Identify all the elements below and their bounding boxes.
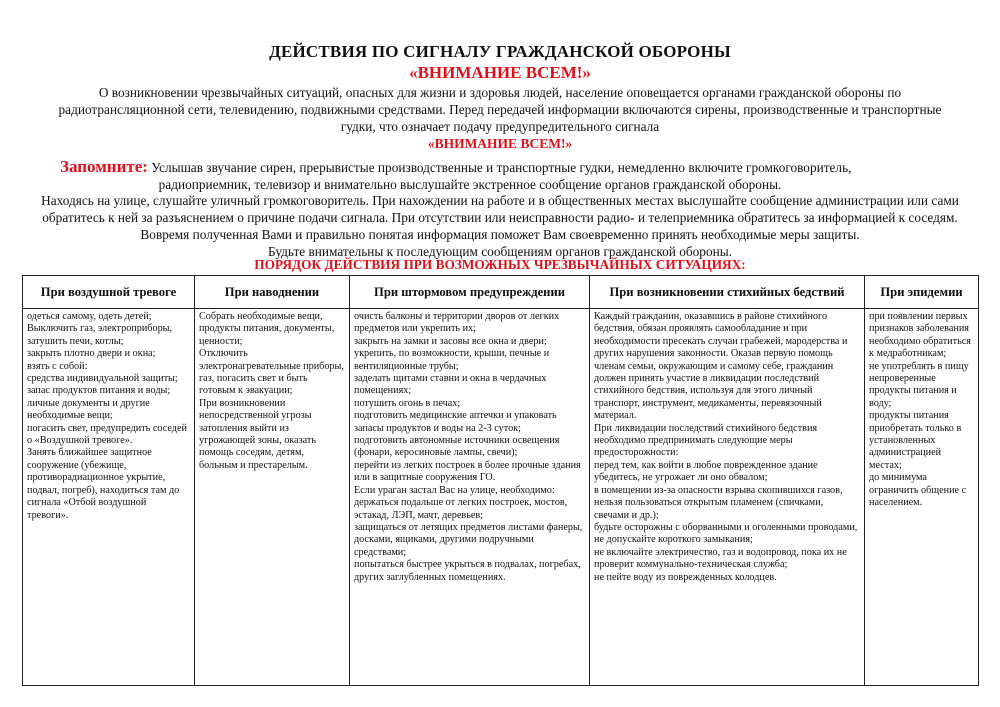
col-header-disaster: При возникновении стихийных бедствий	[590, 276, 865, 309]
cell-line: заделать щитами ставни и окна в чердачных помещениях;	[354, 373, 547, 397]
cell-line: одеться самому, одеть детей;	[27, 311, 152, 322]
cell-line: укрепить, по возможности, крыши, печные и вентиляционные трубы;	[354, 348, 550, 372]
cell-line: Выключить газ, электроприборы, затушить печи, котлы;	[27, 323, 173, 347]
cell-line: При ликвидации последствий стихийного бедствия необходимо предпринимать следующие меры предосторожности:	[594, 422, 818, 459]
cell-line: в помещении из-за опасности взрыва скопившихся газов, нельзя пользоваться открытым пламенем (спичками, свечами и др.);	[594, 484, 843, 521]
cell-line: очисть балконы и территории дворов от легких предметов или укрепить их;	[354, 311, 560, 335]
cell-flood	[195, 309, 350, 686]
cell-line: при появлении первых признаков заболевания необходимо обратиться к медработникам;	[869, 311, 971, 360]
remember-paragraph	[60, 158, 960, 193]
cell-line: не употреблять в пищу непроверенные продукты питания и воду;	[869, 360, 969, 409]
table-header-row	[23, 276, 979, 309]
cell-epidemic	[865, 309, 979, 686]
cell-line: закрыть на замки и засовы все окна и двери;	[354, 335, 547, 347]
cell-line: погасить свет, предупредить соседей о «Воздушной тревоге».	[27, 422, 187, 447]
intro-text: О возникновении чрезвычайных ситуаций, опасных для жизни и здоровья людей, население оповещается органами гражданской обороны по радиотрансляционной сети, телевидению, подвижными средствами. Перед передачей информации включаются сирены, производственные и транспортные гудки, что означает подачу предупредительного сигнала	[58, 85, 942, 134]
actions-table	[22, 275, 979, 686]
intro-paragraph	[55, 84, 945, 152]
cell-line: закрыть плотно двери и окна;	[27, 348, 156, 360]
street-text: Находясь на улице, слушайте уличный громкоговоритель. При нахождении на работе и в общественных местах выслушайте сообщение администрации или сами обратитесь к ней за разъяснением о причине подачи сигнала. При отсутствии или неисправности радио- и телеприемника обратитесь за информацией к соседям. Вовремя полученная Вами и правильно понятая информация поможет Вам своевременно принять необходимые меры защиты.	[41, 193, 959, 242]
street-paragraph	[30, 192, 970, 260]
cell-line: Собрать необходимые вещи, продукты питания, документы, ценности;	[199, 311, 335, 347]
col-header-air-raid: При воздушной тревоге	[23, 276, 195, 309]
cell-line: подготовить медицинские аптечки и упаковать запасы продуктов и воды на 2-3 суток;	[354, 410, 557, 434]
cell-line: перейти из легких построек в более прочные здания или в защитные сооружения ГО.	[354, 459, 581, 484]
page-subtitle: «ВНИМАНИЕ ВСЕМ!»	[409, 63, 591, 82]
cell-line: взять с собой:	[27, 360, 88, 372]
cell-line: перед тем, как войти в любое поврежденное здание убедитесь, не угрожает ли оно обвалом;	[594, 459, 818, 484]
cell-line: личные документы и другие необходимые вещи;	[27, 397, 150, 422]
cell-line: Каждый гражданин, оказавшись в районе стихийного бедствия, обязан проявлять самообладание и при необходимости пресекать случаи грабежей, мародерства и других нарушения законности. Оказав первую помощь членам семьи, окружающим и самому себе, гражданин должен принять участие в ликвидации последствий стихийного бедствия, используя для этого личный транспорт, инструмент, медикаменты, перевязочный материал.	[594, 311, 848, 422]
cell-line: не включайте электричество, газ и водопровод, пока их не проверит коммунально-техническая служба;	[594, 546, 847, 571]
cell-line: не пейте воду из поврежденных колодцев.	[594, 571, 777, 583]
remember-line2: радиоприемник, телевизор и внимательно выслушайте экстренное сообщение органов гражданской обороны.	[158, 177, 782, 192]
cell-line: При возникновении непосредственной угрозы затопления выйти из угрожающей зоны, оказать помощь соседям, детям, больным и престарелым.	[199, 397, 316, 471]
cell-line: потушить огонь в печах;	[354, 397, 461, 409]
table-row	[23, 309, 979, 686]
cell-line: подготовить автономные источники освещения (фонари, керосиновые лампы, свечи);	[354, 435, 560, 459]
cell-line: средства индивидуальной защиты;	[27, 373, 178, 385]
cell-air-raid	[23, 309, 195, 686]
remember-line1: Услышав звучание сирен, прерывистые производственные и транспортные гудки, немедленно включите громкоговоритель,	[151, 160, 852, 175]
cell-line: до минимума ограничить общение с населением.	[869, 472, 967, 509]
cell-disaster	[590, 309, 865, 686]
cell-line: запас продуктов питания и воды;	[27, 385, 171, 397]
col-header-flood: При наводнении	[195, 276, 350, 309]
cell-line: Если ураган застал Вас на улице, необходимо:	[354, 484, 555, 496]
cell-line: защищаться от летящих предметов листами фанеры, досками, ящиками, другими подручными средствами;	[354, 521, 583, 558]
cell-line: попытаться быстрее укрыться в подвалах, погребах, других заглубленных помещениях.	[354, 559, 581, 583]
remember-label: Запомните:	[60, 157, 148, 176]
cell-line: Отключить электронагревательные приборы, газ, погасить свет и быть готовым к эвакуации;	[199, 348, 344, 397]
cell-line: держаться подальше от легких построек, мостов, эстакад, ЛЭП, мачт, деревьев;	[354, 497, 568, 521]
page-title: ДЕЙСТВИЯ ПО СИГНАЛУ ГРАЖДАНСКОЙ ОБОРОНЫ	[269, 42, 731, 61]
street-last: Будьте внимательны к последующим сообщениям органов гражданской обороны.	[268, 244, 732, 259]
col-header-storm: При штормовом предупреждении	[350, 276, 590, 309]
col-header-epidemic: При эпидемии	[865, 276, 979, 309]
order-heading: ПОРЯДОК ДЕЙСТВИЯ ПРИ ВОЗМОЖНЫХ ЧРЕЗВЫЧАЙНЫХ СИТУАЦИЯХ:	[254, 257, 746, 272]
cell-storm	[350, 309, 590, 686]
cell-line: Занять ближайшее защитное сооружение (убежище, противорадиационное укрытие, подвал, погреб), находиться там до сигнала «Отбой воздушной тревоги».	[27, 447, 180, 521]
cell-line: будьте осторожны с оборванными и оголенными проводами, не допускайте короткого замыкания;	[594, 521, 858, 546]
cell-line: продукты питания приобретать только в установленных администрацией местах;	[869, 410, 962, 471]
intro-signal: «ВНИМАНИЕ ВСЕМ!»	[427, 136, 573, 151]
